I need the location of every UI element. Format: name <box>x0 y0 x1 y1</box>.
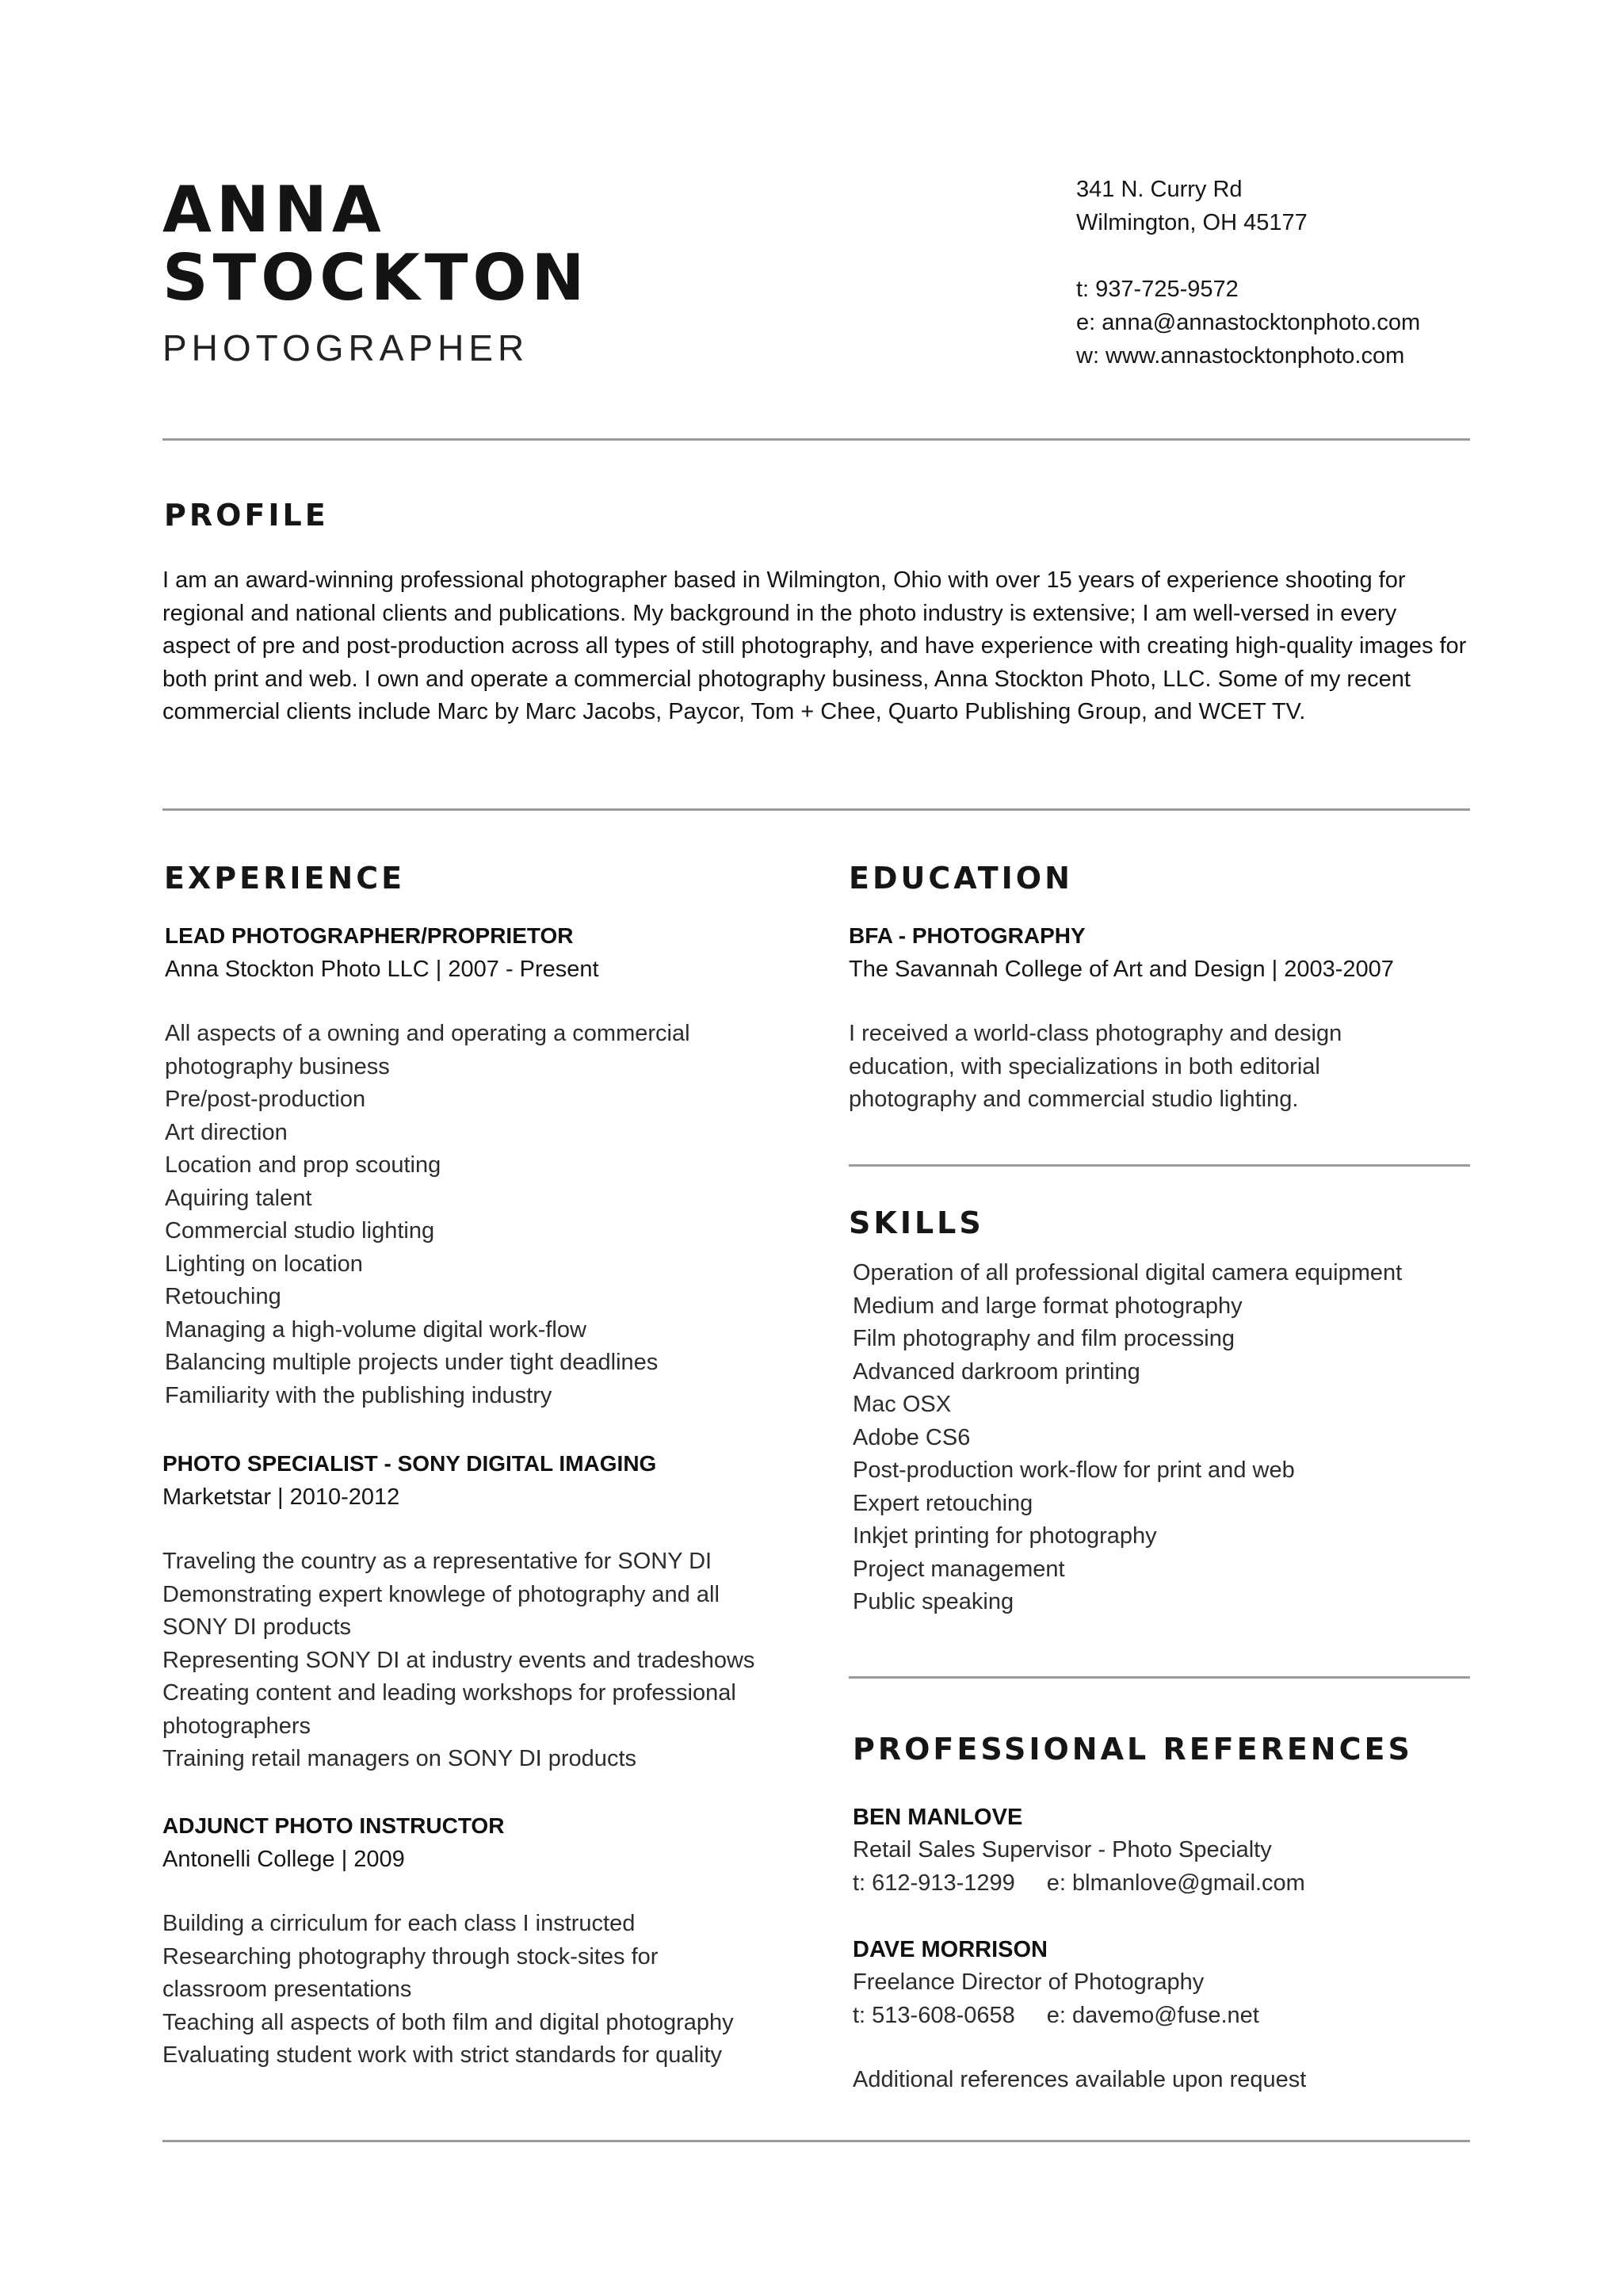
reference-entry <box>853 1933 1471 2032</box>
reference-contact <box>853 2000 1471 2033</box>
reference-contact <box>853 1867 1471 1901</box>
experience-job <box>165 919 846 1412</box>
list-item: Post-production work-flow for print and web <box>853 1457 1295 1483</box>
divider <box>849 1676 1470 1679</box>
references-heading: PROFESSIONAL REFERENCES <box>853 1732 1413 1767</box>
list-item: All aspects of a owning and operating a commercial <box>165 1021 690 1046</box>
education-entry <box>849 919 1467 1117</box>
website-url: w: www.annastocktonphoto.com <box>1076 343 1405 369</box>
list-item: Evaluating student work with strict standards for quality <box>162 2042 722 2068</box>
job-duties <box>162 1545 844 1776</box>
reference-name: BEN MANLOVE <box>853 1805 1023 1830</box>
list-item: Pre/post-production <box>165 1087 366 1112</box>
list-item: Film photography and film processing <box>853 1326 1235 1351</box>
list-item: Lighting on location <box>165 1251 363 1277</box>
profile-text: I am an award-winning professional photographer based in Wilmington, Ohio with over 15 years of experience shooting for regional and national clients and publications. My background in the photo industry is extensive; I am well-versed in every aspect of pre and post-production across all types of still photography, and have experience with creating high-quality images for both print and web. I own and operate a commercial photography business, Anna Stockton Photo, LLC. Some of my recent commercial clients include Marc by Marc Jacobs, Paycor, Tom + Chee, Quarto Publishing Group, and WCET TV. <box>162 567 1467 724</box>
list-item: Advanced darkroom printing <box>853 1358 1140 1385</box>
phone-number: t: 937-725-9572 <box>1076 277 1239 302</box>
skills-list <box>853 1257 1471 1619</box>
list-item: Project management <box>853 1556 1065 1582</box>
job-title: PHOTO SPECIALIST - SONY DIGITAL IMAGING <box>162 1451 657 1476</box>
job-duties <box>162 1908 844 2073</box>
list-item: Traveling the country as a representative for SONY DI <box>162 1549 712 1574</box>
job-company: Anna Stockton Photo LLC | 2007 - Present <box>165 957 599 982</box>
reference-email: e: blmanlove@gmail.com <box>1046 1870 1305 1896</box>
references-note: Additional references available upon request <box>853 2067 1307 2092</box>
list-item: Aquiring talent <box>165 1185 312 1211</box>
list-item: I received a world-class photography and design <box>849 1021 1342 1046</box>
list-item: Inkjet printing for photography <box>853 1523 1157 1549</box>
list-item: Location and prop scouting <box>165 1152 441 1178</box>
list-item: Retouching <box>165 1284 281 1309</box>
list-item: SONY DI products <box>162 1614 352 1640</box>
list-item: Medium and large format photography <box>853 1293 1243 1319</box>
divider <box>849 1164 1470 1167</box>
job-title: ADJUNCT PHOTO INSTRUCTOR <box>162 1813 505 1838</box>
degree: BFA - PHOTOGRAPHY <box>849 923 1086 948</box>
job-duties <box>165 1018 846 1412</box>
reference-position: Freelance Director of Photography <box>853 1969 1205 1995</box>
list-item: photography business <box>165 1053 390 1079</box>
experience-job <box>162 1447 844 1776</box>
list-item: Public speaking <box>853 1589 1014 1614</box>
school: The Savannah College of Art and Design | 2003-2007 <box>849 957 1394 982</box>
candidate-name <box>162 173 590 315</box>
list-item: photography and commercial studio lighting. <box>849 1087 1299 1112</box>
last-name: STOCKTON <box>162 241 590 315</box>
address-line-1: 341 N. Curry Rd <box>1076 177 1243 202</box>
reference-email: e: davemo@fuse.net <box>1046 2002 1259 2028</box>
list-item: Representing SONY DI at industry events and tradeshows <box>162 1647 755 1673</box>
experience-heading: EXPERIENCE <box>164 861 406 896</box>
divider <box>162 808 1470 811</box>
address-line-2: Wilmington, OH 45177 <box>1076 210 1308 235</box>
email-address: e: anna@annastocktonphoto.com <box>1076 310 1421 335</box>
education-description <box>849 1018 1467 1117</box>
reference-position: Retail Sales Supervisor - Photo Specialty <box>853 1837 1272 1862</box>
list-item: Operation of all professional digital camera equipment <box>853 1260 1403 1286</box>
list-item: Adobe CS6 <box>853 1424 971 1450</box>
list-item: Art direction <box>165 1119 288 1145</box>
list-item: Building a cirriculum for each class I instructed <box>162 1911 636 1936</box>
first-name: ANNA <box>162 173 386 246</box>
list-item: education, with specializations in both editorial <box>849 1053 1320 1079</box>
experience-job <box>162 1809 844 2073</box>
divider <box>162 438 1470 441</box>
education-heading: EDUCATION <box>849 861 1073 896</box>
reference-phone: t: 513-608-0658 <box>853 2002 1015 2028</box>
reference-phone: t: 612-913-1299 <box>853 1870 1015 1896</box>
list-item: Managing a high-volume digital work-flow <box>165 1316 586 1343</box>
reference-name: DAVE MORRISON <box>853 1937 1048 1962</box>
reference-entry <box>853 1801 1471 1900</box>
job-title: LEAD PHOTOGRAPHER/PROPRIETOR <box>165 923 574 948</box>
list-item: Training retail managers on SONY DI products <box>162 1746 636 1771</box>
list-item: Demonstrating expert knowlege of photography and all <box>162 1581 720 1607</box>
job-company: Antonelli College | 2009 <box>162 1847 405 1872</box>
divider <box>162 2140 1470 2142</box>
contact-block <box>1076 173 1420 372</box>
list-item: Mac OSX <box>853 1392 952 1417</box>
list-item: photographers <box>162 1713 311 1739</box>
job-company: Marketstar | 2010-2012 <box>162 1484 400 1510</box>
list-item: Commercial studio lighting <box>165 1218 435 1244</box>
list-item: Familiarity with the publishing industry <box>165 1382 552 1408</box>
list-item: Balancing multiple projects under tight deadlines <box>165 1350 659 1375</box>
list-item: Researching photography through stock-sites for <box>162 1943 659 1969</box>
list-item: classroom presentations <box>162 1977 412 2002</box>
list-item: Teaching all aspects of both film and digital photography <box>162 2009 734 2035</box>
list-item: Expert retouching <box>853 1490 1033 1516</box>
skills-heading: SKILLS <box>849 1205 984 1240</box>
list-item: Creating content and leading workshops for professional <box>162 1680 736 1706</box>
profile-heading: PROFILE <box>164 498 329 533</box>
job-role: PHOTOGRAPHER <box>162 327 529 369</box>
